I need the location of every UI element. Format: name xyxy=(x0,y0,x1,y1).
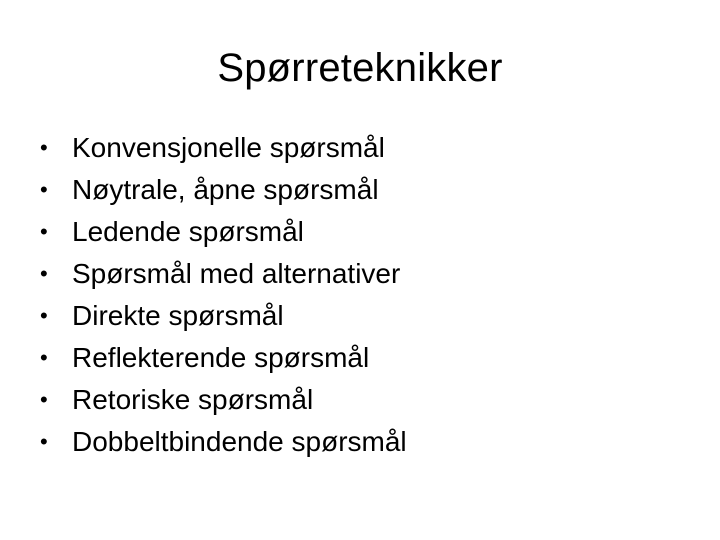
list-item-label: Direkte spørsmål xyxy=(72,300,284,331)
bullet-icon: • xyxy=(40,261,48,286)
list-item xyxy=(40,421,407,463)
bullet-icon: • xyxy=(40,219,48,244)
list-item-label: Dobbeltbindende spørsmål xyxy=(72,426,407,457)
list-item-label: Nøytrale, åpne spørsmål xyxy=(72,174,379,205)
list-item xyxy=(40,295,407,337)
list-item-label: Konvensjonelle spørsmål xyxy=(72,132,385,163)
list-item-label: Reflekterende spørsmål xyxy=(72,342,370,373)
slide-title: Spørreteknikker xyxy=(217,46,503,90)
list-item xyxy=(40,253,407,295)
bullet-icon: • xyxy=(40,177,48,202)
bullet-icon: • xyxy=(40,135,48,160)
list-item xyxy=(40,127,407,169)
bullet-icon: • xyxy=(40,387,48,412)
list-item xyxy=(40,337,407,379)
list-item xyxy=(40,169,407,211)
list-item xyxy=(40,211,407,253)
list-item xyxy=(40,379,407,421)
list-item-label: Spørsmål med alternativer xyxy=(72,258,401,289)
bullet-icon: • xyxy=(40,345,48,370)
bullet-list xyxy=(40,127,407,463)
list-item-label: Ledende spørsmål xyxy=(72,216,304,247)
bullet-icon: • xyxy=(40,429,48,454)
list-item-label: Retoriske spørsmål xyxy=(72,384,314,415)
bullet-icon: • xyxy=(40,303,48,328)
